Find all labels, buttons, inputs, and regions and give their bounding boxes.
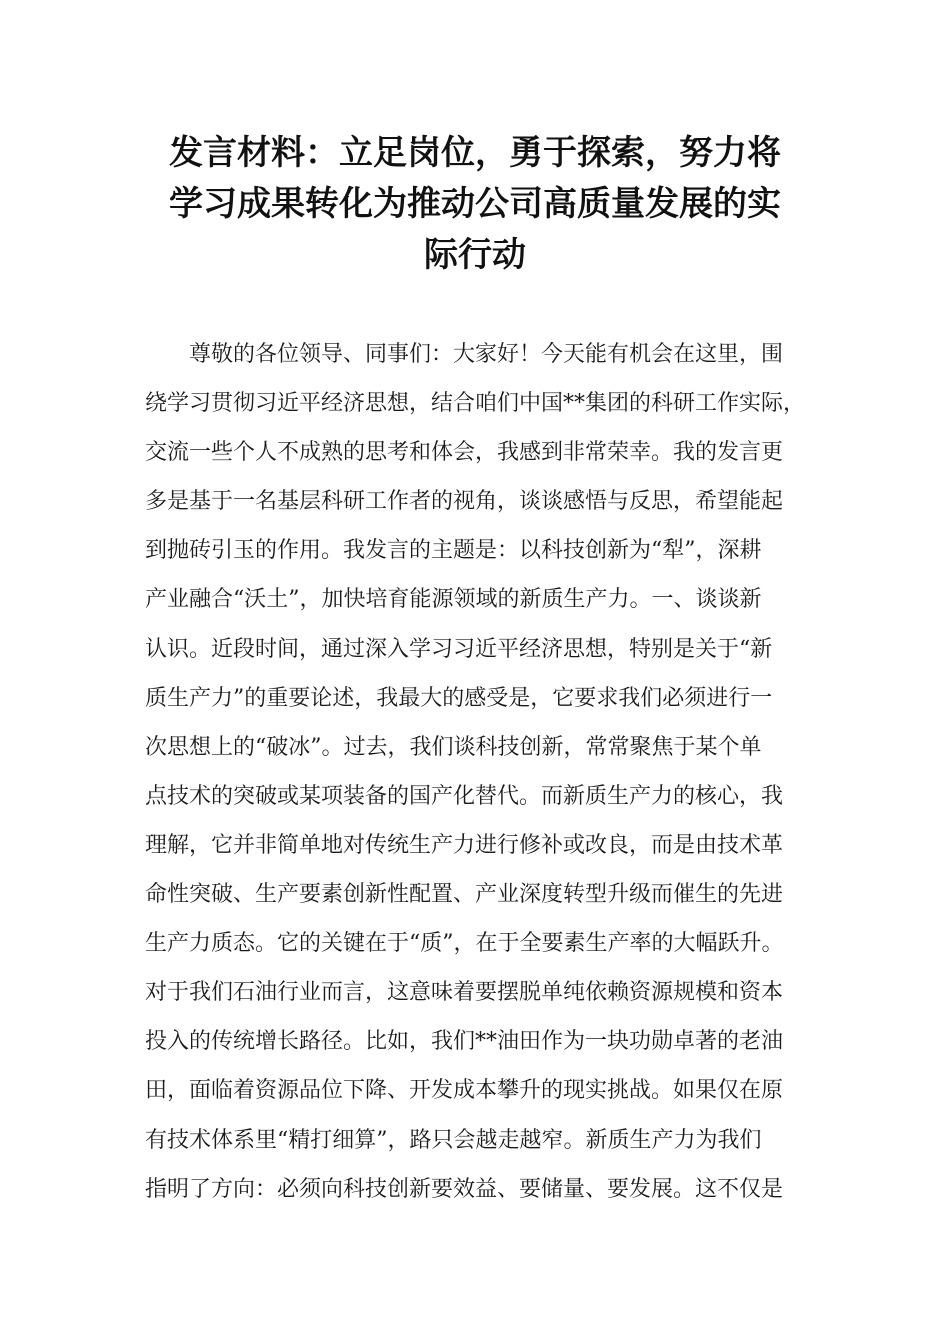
body-line: 理解，它并非简单地对传统生产力进行修补或改良，而是由技术革 [145, 832, 784, 858]
body-line: 质生产力”的重要论述，我最大的感受是，它要求我们必须进行一 [145, 685, 773, 711]
body-line: 有技术体系里“精打细算”，路只会越走越窄。新质生产力为我们 [145, 1127, 762, 1153]
title-line: 发言材料：立足岗位，勇于探索，努力将 [169, 133, 781, 173]
body-line: 生产力质态。它的关键在于“质”，在于全要素生产率的大幅跃升。 [145, 931, 784, 957]
body-line: 田，面临着资源品位下降、开发成本攀升的现实挑战。如果仅在原 [145, 1078, 784, 1104]
document-body [145, 330, 825, 1214]
document-title [120, 128, 830, 281]
body-line: 命性突破、生产要素创新性配置、产业深度转型升级而催生的先进 [145, 882, 784, 908]
body-line: 点技术的突破或某项装备的国产化替代。而新质生产力的核心，我 [145, 783, 784, 809]
body-line: 次思想上的“破冰”。过去，我们谈科技创新，常常聚焦于某个单 [145, 734, 762, 760]
title-line: 学习成果转化为推动公司高质量发展的实 [169, 184, 781, 224]
body-line: 投入的传统增长路径。比如，我们**油田作为一块功勋卓著的老油 [145, 1029, 784, 1055]
body-line: 交流一些个人不成熟的思考和体会，我感到非常荣幸。我的发言更 [145, 440, 784, 466]
body-line: 绕学习贯彻习近平经济思想，结合咱们中国**集团的科研工作实际， [145, 391, 806, 417]
body-line: 认识。近段时间，通过深入学习习近平经济思想，特别是关于“新 [145, 636, 773, 662]
body-line: 尊敬的各位领导、同事们：大家好！今天能有机会在这里，围 [145, 342, 784, 367]
body-line: 产业融合“沃土”，加快培育能源领域的新质生产力。一、谈谈新 [145, 587, 762, 613]
title-line: 际行动 [424, 235, 526, 275]
body-line: 对于我们石油行业而言，这意味着要摆脱单纯依赖资源规模和资本 [145, 980, 784, 1006]
body-line: 多是基于一名基层科研工作者的视角，谈谈感悟与反思，希望能起 [145, 489, 784, 515]
body-line: 到抛砖引玉的作用。我发言的主题是：以科技创新为“犁”，深耕 [145, 538, 762, 564]
body-line: 指明了方向：必须向科技创新要效益、要储量、要发展。这不仅是 [145, 1176, 784, 1202]
